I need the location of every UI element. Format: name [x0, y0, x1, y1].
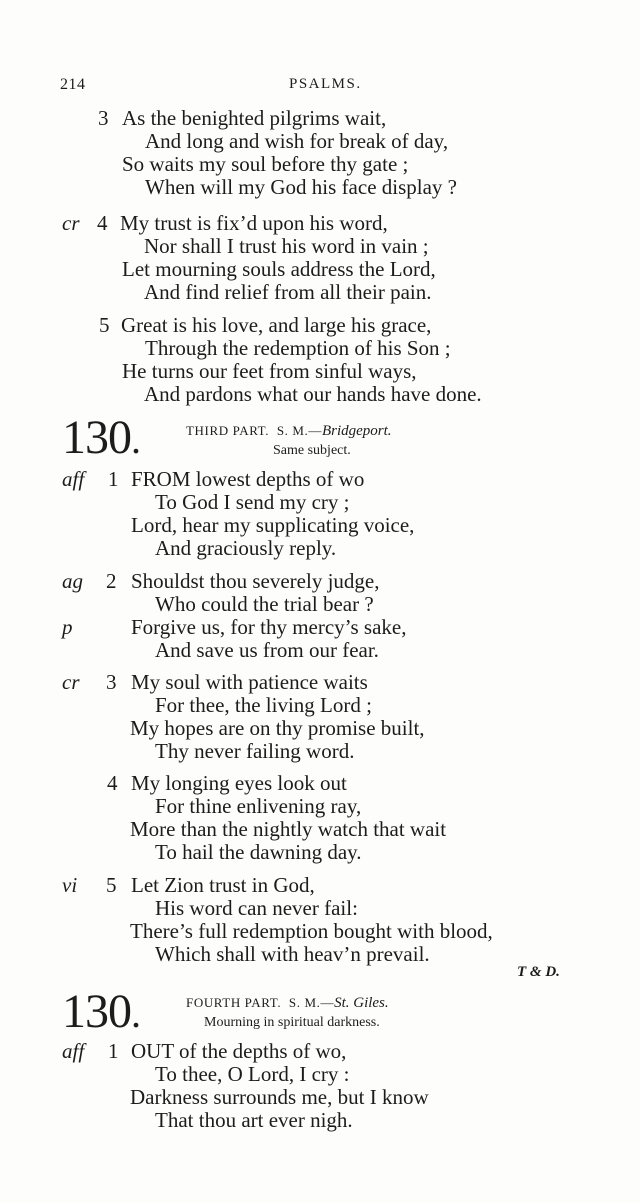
- dynamic-mark: aff: [62, 1039, 85, 1063]
- verse-line: Lord, hear my supplicating voice,: [131, 513, 415, 537]
- verse-line: My trust is fix’d upon his word,: [120, 211, 388, 235]
- verse-line: To thee, O Lord, I cry :: [155, 1062, 350, 1086]
- verse-line: When will my God his face display ?: [145, 175, 458, 199]
- meter-label: S. M.—: [276, 423, 322, 438]
- verse-number: 3: [106, 670, 117, 694]
- verse-line: OUT of the depths of wo,: [131, 1039, 347, 1063]
- verse-line: My soul with patience waits: [131, 670, 368, 694]
- verse-line: To hail the dawning day.: [155, 840, 362, 864]
- running-title: PSALMS.: [289, 76, 362, 92]
- verse-line: Through the redemption of his Son ;: [145, 336, 451, 360]
- dynamic-mark: aff: [62, 467, 85, 491]
- verse-line: And graciously reply.: [155, 536, 337, 560]
- verse-line: And pardons what our hands have done.: [144, 382, 482, 406]
- dynamic-mark: cr: [62, 211, 80, 235]
- dynamic-mark: p: [62, 615, 73, 639]
- verse-line: My longing eyes look out: [131, 771, 347, 795]
- verse-number: 5: [99, 313, 110, 337]
- verse-line: Darkness surrounds me, but I know: [130, 1085, 429, 1109]
- dynamic-mark: cr: [62, 670, 80, 694]
- verse-line: Let Zion trust in God,: [131, 873, 315, 897]
- verse-line: So waits my soul before thy gate ;: [122, 152, 409, 176]
- hymn-number: 130.: [62, 985, 140, 1038]
- verse-line: For thee, the living Lord ;: [155, 693, 372, 717]
- verse-line: Let mourning souls address the Lord,: [122, 257, 436, 281]
- hymn-heading: [186, 423, 392, 440]
- hymn-subject: Same subject.: [273, 443, 351, 458]
- tune-name: Bridgeport.: [321, 423, 392, 439]
- attribution: T & D.: [517, 964, 560, 980]
- verse-line: He turns our feet from sinful ways,: [122, 359, 417, 383]
- verse-line: Nor shall I trust his word in vain ;: [144, 234, 429, 258]
- verse-line: More than the nightly watch that wait: [130, 817, 447, 841]
- verse-line: Shouldst thou severely judge,: [131, 569, 380, 593]
- tune-name: St. Giles.: [334, 995, 389, 1011]
- verse-line: My hopes are on thy promise built,: [130, 716, 425, 740]
- verse-number: 5: [106, 873, 117, 897]
- verse-line: As the benighted pilgrims wait,: [122, 106, 387, 130]
- verse-line: His word can never fail:: [155, 896, 358, 920]
- verse-line: To God I send my cry ;: [155, 490, 350, 514]
- verse-line: Thy never failing word.: [155, 739, 355, 763]
- verse-number: 4: [97, 211, 108, 235]
- meter-label: S. M.—: [288, 995, 335, 1010]
- verse-line: Great is his love, and large his grace,: [121, 313, 432, 337]
- verse-line: And find relief from all their pain.: [144, 280, 432, 304]
- verse-number: 3: [98, 106, 109, 130]
- verse-number: 4: [107, 771, 118, 795]
- verse-number: 2: [106, 569, 117, 593]
- verse-line: Who could the trial bear ?: [155, 592, 374, 616]
- verse-line: Forgive us, for thy mercy’s sake,: [131, 615, 407, 639]
- verse-number: 1: [108, 467, 119, 491]
- hymn-subject: Mourning in spiritual darkness.: [204, 1015, 380, 1030]
- verse-number: 1: [108, 1039, 119, 1063]
- dynamic-mark: vi: [62, 873, 78, 897]
- verse-line: Which shall with heav’n prevail.: [155, 942, 430, 966]
- verse-line: There’s full redemption bought with blood,: [130, 919, 493, 943]
- verse-line: That thou art ever nigh.: [155, 1108, 353, 1132]
- verse-line: FROM lowest depths of wo: [131, 467, 365, 491]
- hymn-heading: [186, 995, 389, 1012]
- verse-line: For thine enlivening ray,: [155, 794, 362, 818]
- part-label: FOURTH PART.: [186, 995, 282, 1010]
- hymn-number: 130.: [62, 411, 140, 464]
- part-label: THIRD PART.: [186, 423, 270, 438]
- verse-line: And save us from our fear.: [155, 638, 379, 662]
- dynamic-mark: ag: [62, 569, 83, 593]
- page-number: 214: [60, 76, 86, 93]
- verse-line: And long and wish for break of day,: [145, 129, 449, 153]
